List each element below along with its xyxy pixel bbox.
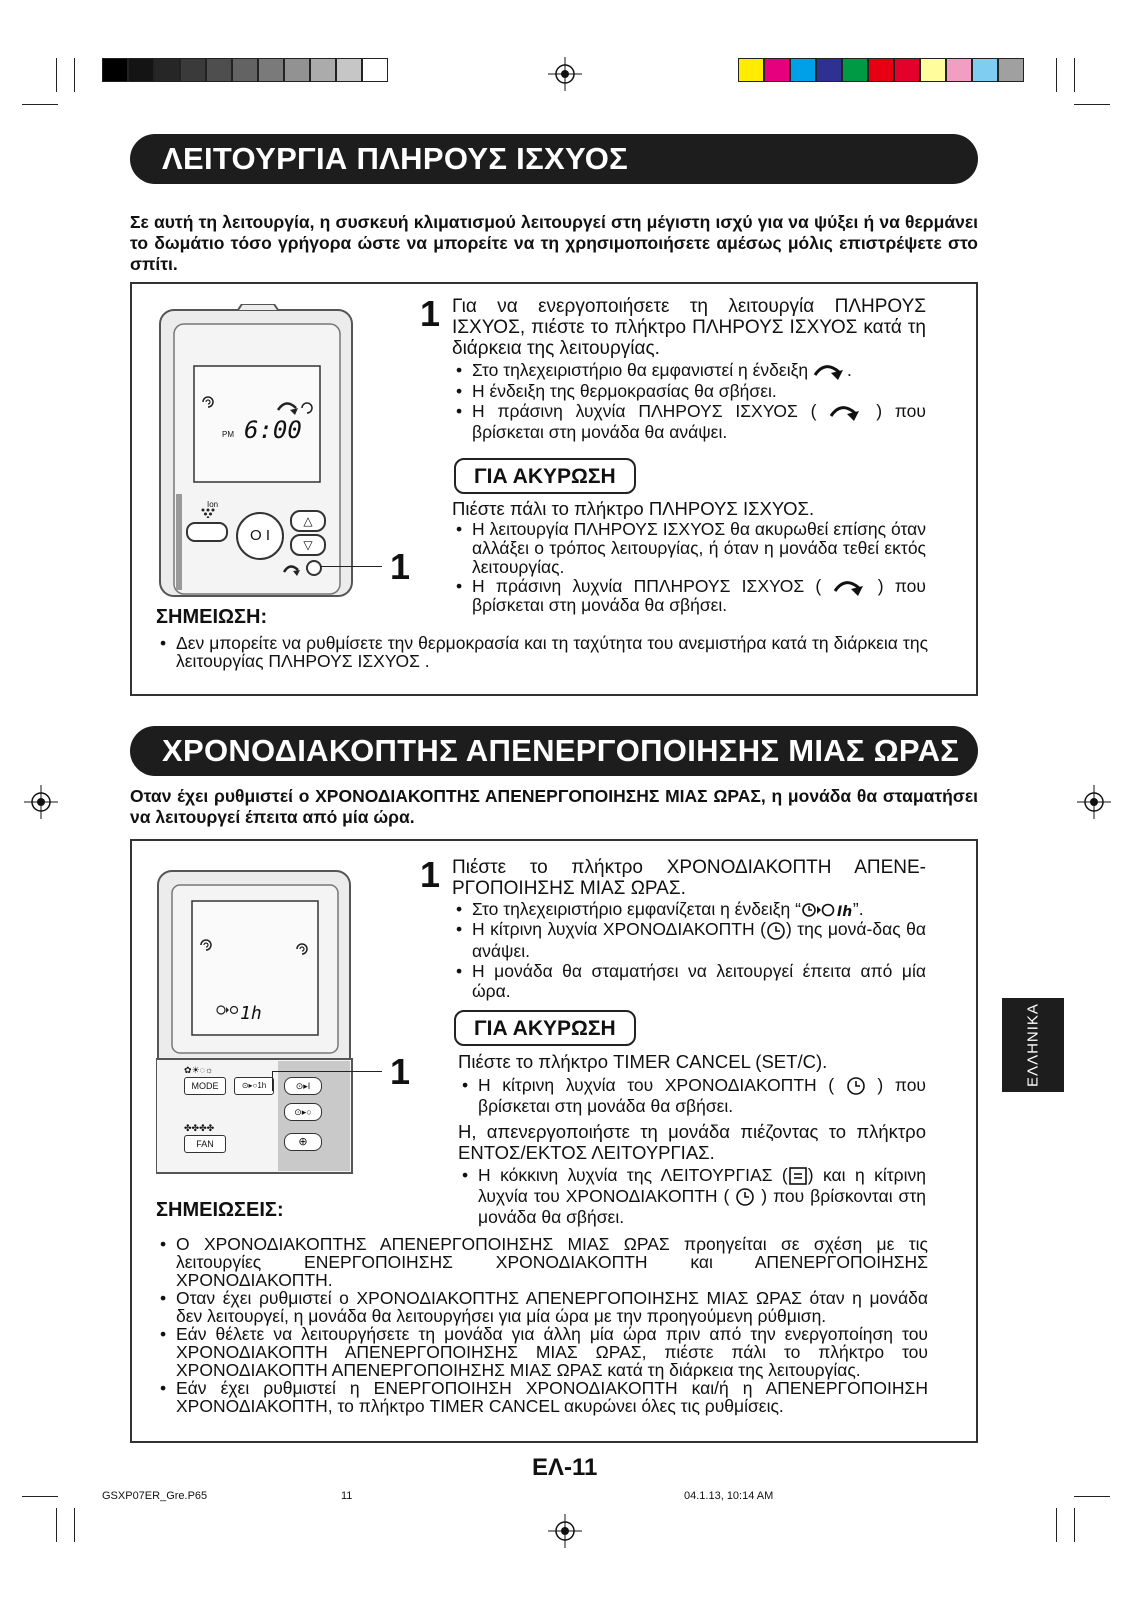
bullet-text-after: ) της μονά-δας θα ανάψει.: [472, 919, 926, 961]
notes-list: [156, 1235, 928, 1415]
list-item: • Ο ΧΡΟΝΟΔΙΑΚΟΠΤΗΣ ΑΠΕΝΕΡΓΟΠΟΙΗΣΗΣ ΜΙΑΣ ΩΡΑΣ προηγείται σε σχέση με τις λειτουργίες ΕΝΕΡΓΟΠΟΙΗΣΗΣ ΧΡΟΝΟΔΙΑΚΟΠΤΗ και ΑΠΕΝΕΡΓΟΠΟΙΗΣΗΣ ΧΡΟΝΟΔΙΑΚΟΠΤΗ.: [156, 1235, 928, 1289]
bullet-text-after: ) που βρίσκεται στη μονάδα θα σβήσει.: [478, 1075, 926, 1117]
ion-label: Ion: [207, 500, 219, 509]
mode-button[interactable]: MODE: [184, 1077, 226, 1095]
color-swatch: [738, 58, 764, 82]
alt-text: Η, απενεργοποιήστε τη μονάδα πιέζοντας το πλήκτρο ΕΝΤΟΣ/ΕΚΤΟΣ ΛΕΙΤΟΥΡΓΙΑΣ.: [458, 1121, 926, 1163]
step-text: Για να ενεργοποιήσετε τη λειτουργία ΠΛΗΡΟΥΣ ΙΣΧΥΟΣ, πιέστε το πλήκτρο ΠΛΗΡΟΥΣ ΙΣΧΥΟΣ κατά τη διάρκεια της λειτουργίας.: [452, 296, 926, 359]
bullet-text: Η μονάδα θα σταματήσει να λειτουργεί έπειτα από μία ώρα.: [472, 960, 926, 1001]
fan-icons: ✤✤✤✤: [184, 1123, 215, 1133]
bullet-text: Η κόκκινη λυχνία της ΛΕΙΤΟΥΡΓΙΑΣ (: [478, 1165, 788, 1185]
full-power-button-icon: [282, 562, 302, 576]
callout-number: 1: [390, 546, 411, 587]
section1-title: ΛΕΙΤΟΥΡΓΙΑ ΠΛΗΡΟΥΣ ΙΣΧΥΟΣ: [130, 134, 978, 184]
callout-line: [272, 1071, 382, 1072]
color-swatch: [972, 58, 998, 82]
gray-swatch: [128, 58, 154, 82]
gray-swatch: [284, 58, 310, 82]
remote-control-full-power: [158, 304, 358, 600]
color-swatch: [842, 58, 868, 82]
list-item: [452, 401, 926, 442]
section2-intro: Οταν έχει ρυθμιστεί ο ΧΡΟΝΟΔΙΑΚΟΠΤΗΣ ΑΠΕΝΕΡΓΟΠΟΙΗΣΗΣ ΜΙΑΣ ΩΡΑΣ, η μονάδα θα σταματήσει να λειτουργεί έπειτα από μία ώρα.: [130, 786, 978, 827]
bullet-text: Στο τηλεχειριστήριο θα εμφανιστεί η ένδειξη: [472, 360, 814, 380]
list-item: [452, 961, 926, 1001]
gray-swatch: [206, 58, 232, 82]
list-item: [458, 1075, 926, 1117]
footer-date: 04.1.13, 10:14 AM: [684, 1490, 774, 1502]
step-text: Πιέστε το πλήκτρο ΧΡΟΝΟΔΙΑΚΟΠΤΗ ΑΠΕΝΕ-ΡΓΟΠΟΙΗΣΗΣ ΜΙΑΣ ΩΡΑΣ.: [452, 857, 926, 899]
timer-button-label: 1h: [257, 1081, 267, 1090]
full-power-icon: [813, 362, 847, 380]
timer-on-button[interactable]: ⊙▸I: [284, 1077, 322, 1095]
color-swatch: [790, 58, 816, 82]
lcd-pm-label: PM: [222, 430, 234, 439]
timer-lamp-icon: [846, 1076, 866, 1096]
swing-icon: [294, 941, 310, 957]
notes-heading: ΣΗΜΕΙΩΣΕΙΣ:: [156, 1199, 284, 1221]
cancel-text: Πιέστε πάλι το πλήκτρο ΠΛΗΡΟΥΣ ΙΣΧΥΟΣ.: [452, 498, 815, 519]
section2-box: [130, 839, 978, 1443]
gray-swatch: [258, 58, 284, 82]
step-number: 1: [420, 854, 441, 895]
gray-swatch: [336, 58, 362, 82]
bullet-text-mid: ) και η κίτρινη λυχνία του ΧΡΟΝΟΔΙΑΚΟΠΤΗ (: [478, 1165, 926, 1206]
timer-set-button[interactable]: ⊕: [284, 1133, 322, 1151]
step-bullets: [452, 360, 926, 442]
swing-icon: [200, 394, 216, 410]
bullet-text: Η κίτρινη λυχνία του ΧΡΟΝΟΔΙΑΚΟΠΤΗ (: [478, 1075, 846, 1095]
bullet-text: Στο τηλεχειριστήριο εμφανίζεται η ένδειξη “: [472, 899, 801, 919]
bullet-text-after: .: [847, 360, 852, 380]
full-power-icon: [829, 403, 863, 421]
list-item: • Εάν θέλετε να λειτουργήσετε τη μονάδα για άλλη μία ώρα πριν από την ενεργοποίηση του ΧΡΟΝΟΔΙΑΚΟΠΤΗ ΑΠΕΝΕΡΓΟΠΟΙΗΣΗΣ ΜΙΑΣ ΩΡΑΣ, πιέστε πάλι το πλήκτρο του ΧΡΟΝΟΔΙΑΚΟΠΤΗ ΑΠΕΝΕΡΓΟΠΟΙΗΣΗΣ ΜΙΑΣ ΩΡΑΣ κατά τη διάρκεια της λειτουργίας.: [156, 1325, 928, 1379]
bullet-text: Η ένδειξη της θερμοκρασίας θα σβήσει.: [472, 380, 777, 401]
ion-button[interactable]: [186, 522, 228, 542]
registration-mark-left: [24, 785, 58, 819]
bullet-text: Η πράσινη λυχνία ΠΛΗΡΟΥΣ ΙΣΧΥΟΣ (: [472, 401, 830, 421]
step-bullets: [452, 899, 926, 1001]
list-item: [452, 919, 926, 960]
list-item: • Οταν έχει ρυθμιστεί ο ΧΡΟΝΟΔΙΑΚΟΠΤΗΣ ΑΠΕΝΕΡΓΟΠΟΙΗΣΗΣ ΜΙΑΣ ΩΡΑΣ όταν η μονάδα δεν λειτουργεί, η μονάδα θα λειτουργήσει για μία ώρα με την προηγούμενη ρύθμιση.: [156, 1289, 928, 1325]
notes-list: [156, 634, 928, 670]
cancel-bullets: [458, 1075, 926, 1117]
temp-down-button[interactable]: ▽: [290, 534, 326, 556]
bullet-text: Η κίτρινη λυχνία ΧΡΟΝΟΔΙΑΚΟΠΤΗ (: [472, 919, 766, 940]
bullet-text-after: ) που βρίσκεται στη μονάδα θα ανάψει.: [472, 401, 926, 442]
ion-icon: [200, 508, 216, 518]
temp-up-button[interactable]: △: [290, 510, 326, 532]
svg-text:Ih: Ih: [836, 904, 853, 920]
timer-off-1h-icon: [801, 901, 853, 919]
timer-off-button[interactable]: ⊙▸○: [284, 1103, 322, 1121]
list-item: [452, 899, 926, 919]
alt-bullets: [458, 1165, 926, 1227]
cancel-text: Πιέστε το πλήκτρο TIMER CANCEL (SET/C).: [458, 1051, 828, 1072]
on-off-button[interactable]: O I: [236, 512, 284, 560]
color-swatch: [894, 58, 920, 82]
color-swatch: [946, 58, 972, 82]
timer-off-lcd-icon: [216, 1005, 238, 1015]
one-hour-timer-button[interactable]: [234, 1077, 274, 1095]
language-label: ΕΛΛΗΝΙΚΑ: [1024, 1003, 1042, 1087]
color-swatch: [998, 58, 1024, 82]
footer-page: 11: [341, 1490, 353, 1502]
section1-intro: Σε αυτή τη λειτουργία, η συσκευή κλιματισμού λειτουργεί στη μέγιστη ισχύ για να ψύξει ή να θερμάνει το δωμάτιο τόσο γρήγορα ώστε να μπορείτε να τη χρησιμοποιήσετε αμέσως μόλις επιστρέψετε στο σπίτι.: [130, 212, 978, 274]
remote-control-one-hour-timer: [156, 865, 356, 1175]
full-power-lcd-icon: [276, 398, 314, 416]
list-item: [452, 520, 926, 577]
gray-swatch: [154, 58, 180, 82]
timer-lamp-icon: [735, 1187, 755, 1207]
bullet-text-after: ”.: [852, 899, 864, 919]
callout-line: [272, 1071, 273, 1091]
cancel-heading: ΓΙΑ ΑΚΥΡΩΣΗ: [454, 1010, 636, 1046]
full-power-button[interactable]: [306, 560, 322, 576]
page-number: ΕΛ-11: [532, 1454, 598, 1481]
gray-swatch: [102, 58, 128, 82]
bullet-text-after: ) που βρίσκονται στη μονάδα θα σβήσει.: [478, 1185, 926, 1227]
operation-lamp-icon: [788, 1167, 808, 1185]
list-item: [452, 360, 926, 381]
color-swatch: [920, 58, 946, 82]
color-swatch: [764, 58, 790, 82]
section1-box: [130, 282, 978, 696]
callout-number: 1: [390, 1051, 411, 1092]
timer-button-icon: ⊙▸○: [241, 1081, 258, 1090]
lcd-time: 6:00: [244, 416, 302, 444]
section2-title: ΧΡΟΝΟΔΙΑΚΟΠΤΗΣ ΑΠΕΝΕΡΓΟΠΟΙΗΣΗΣ ΜΙΑΣ ΩΡΑΣ: [130, 726, 978, 776]
list-item: [452, 381, 926, 402]
fan-button[interactable]: FAN: [184, 1135, 226, 1153]
gray-swatch: [362, 58, 388, 82]
color-swatch: [868, 58, 894, 82]
step-number: 1: [420, 293, 441, 334]
swing-icon: [198, 937, 214, 953]
lcd-one-hour: 1h: [240, 1003, 262, 1024]
bullet-text: Η πράσινη λυχνία ΠΠΛΗΡΟΥΣ ΙΣΧΥΟΣ (: [472, 576, 833, 596]
gray-swatch: [232, 58, 258, 82]
bullet-text-after: ) που βρίσκεται στη μονάδα θα σβήσει.: [472, 576, 926, 616]
cancel-bullets: [452, 520, 926, 615]
registration-mark-bottom: [548, 1514, 582, 1548]
callout-line: [320, 566, 382, 567]
cancel-heading: ΓΙΑ ΑΚΥΡΩΣΗ: [454, 458, 636, 494]
full-power-icon: [833, 578, 867, 596]
registration-mark-top: [548, 57, 582, 91]
list-item: • Δεν μπορείτε να ρυθμίσετε την θερμοκρασία και τη ταχύτητα του ανεμιστήρα κατά τη διάρκεια της λειτουργίας ΠΛΗΡΟΥΣ ΙΣΧΥΟΣ .: [156, 634, 928, 670]
gray-swatch: [310, 58, 336, 82]
list-item: [458, 1165, 926, 1227]
color-swatch: [816, 58, 842, 82]
mode-icons: ✿☀◌☼: [184, 1065, 214, 1075]
bullet-text: Η λειτουργία ΠΛΗΡΟΥΣ ΙΣΧΥΟΣ θα ακυρωθεί επίσης όταν αλλάξει ο τρόπος λειτουργίας, ή όταν η μονάδα τεθεί εκτός λειτουργίας.: [472, 519, 926, 577]
registration-mark-right: [1077, 785, 1111, 819]
note-heading: ΣΗΜΕΙΩΣΗ:: [156, 606, 268, 628]
timer-lamp-icon: [766, 921, 786, 941]
footer-file: GSXP07ER_Gre.P65: [102, 1490, 208, 1502]
gray-swatch: [180, 58, 206, 82]
list-item: [452, 577, 926, 615]
language-side-tab: [1002, 998, 1064, 1092]
list-item: • Εάν έχει ρυθμιστεί η ΕΝΕΡΓΟΠΟΙΗΣΗ ΧΡΟΝΟΔΙΑΚΟΠΤΗ και/ή η ΑΠΕΝΕΡΓΟΠΟΙΗΣΗ ΧΡΟΝΟΔΙΑΚΟΠΤΗ, το πλήκτρο TIMER CANCEL ακυρώνει όλες τις ρυθμίσεις.: [156, 1379, 928, 1415]
